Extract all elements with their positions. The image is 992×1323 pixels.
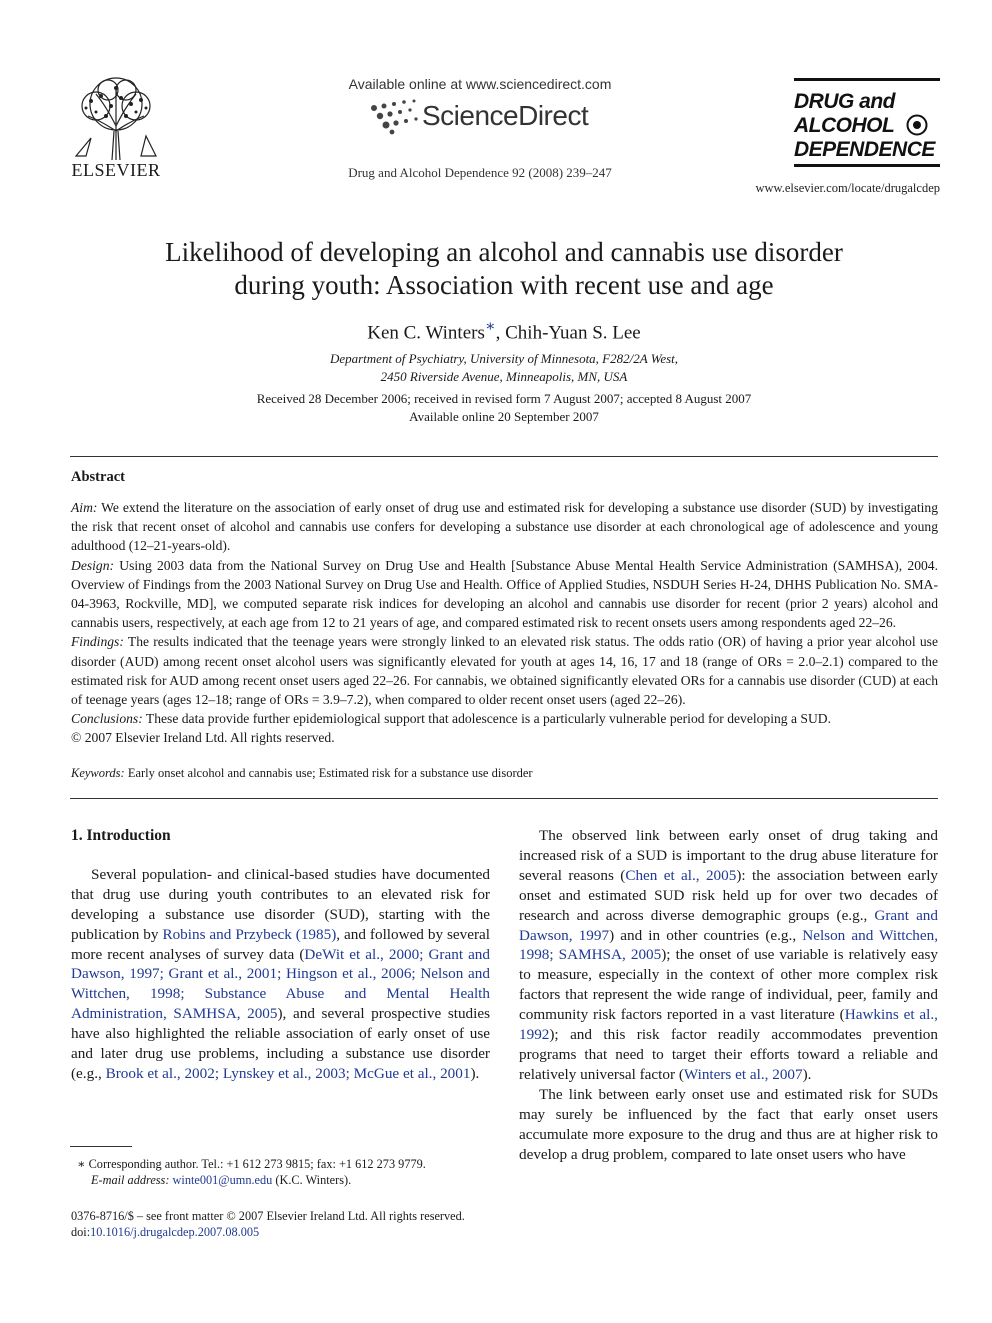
right-column <box>519 826 938 1164</box>
footnote-marker: ∗ <box>77 1157 86 1171</box>
sciencedirect-logo[interactable] <box>366 96 588 136</box>
journal-emblem-icon <box>904 114 930 136</box>
abstract-text: The results indicated that the teenage years were strongly linked to an elevated risk status. The odds ratio (OR) of having a prior year alcohol use disorder (AUD) among recent onset alcohol users was significantly elevated for youth at ages 14, 16, 17 and 18 (range of ORs = 2.0–2.1) compared to the estimated risk for AUD among recent onset users aged 22–26. For cannabis, we obtained significantly elevated ORs for a cannabis use disorder (CUD) at each of teenage years (ages 12–18; range of ORs = 3.9–7.2), when compared to older recent onset users (aged 22–26). <box>71 634 938 708</box>
history-line: Received 28 December 2006; received in revised form 7 August 2007; accepted 8 August 2007 <box>256 391 752 406</box>
abstract-label: Findings: <box>71 634 124 650</box>
journal-reference: Drug and Alcohol Dependence 92 (2008) 239–247 <box>348 165 612 180</box>
abstract-copyright: © 2007 Elsevier Ireland Ltd. All rights reserved. <box>71 730 335 746</box>
abstract-label: Design: <box>71 557 115 573</box>
journal-logo <box>794 78 940 170</box>
affiliation <box>200 350 808 386</box>
citation-link[interactable]: Hawkins et al., 1992 <box>519 1006 938 1044</box>
citation-link[interactable]: Nelson and Wittchen, 1998; SAMHSA, 2005 <box>519 926 938 964</box>
paragraph-text: The link between early onset use and estimated risk for SUDs may surely be influenced by the fact that early onset users accumulate more exposure to the drug and thus are at higher risk to develop a drug problem, compared to late onset users who have <box>519 1085 938 1163</box>
divider <box>70 798 938 799</box>
author-separator: , <box>495 322 506 344</box>
corresponding-author-marker[interactable]: ∗ <box>484 318 496 335</box>
abstract-text: We extend the literature on the association of early onset of drug use and estimated risk for developing a substance use disorder (SUD) by investigating the risk that recent onset of alcohol and cannabis use confers for developing a substance use disorder at each chronological age of adolescence and young adulthood (12–21-years-old). <box>71 500 938 554</box>
keywords-label: Keywords: <box>71 766 125 780</box>
article-history <box>150 390 858 426</box>
keywords <box>71 766 938 781</box>
citation-link[interactable]: Brook et al., 2002; Lynskey et al., 2003; McGue et al., 2001 <box>105 1064 471 1082</box>
abstract-label: Aim: <box>71 500 98 515</box>
footnote <box>71 1156 501 1188</box>
paragraph <box>519 826 938 1085</box>
paragraph <box>519 1085 938 1165</box>
paragraph <box>71 865 490 1084</box>
history-line: Available online 20 September 2007 <box>409 409 599 424</box>
affiliation-line: Department of Psychiatry, University of Minnesota, F282/2A West, <box>329 351 679 366</box>
journal-logo-line: DEPENDENCE <box>794 138 935 161</box>
author-name: Ken C. Winters <box>367 322 485 344</box>
abstract-text: These data provide further epidemiological support that adolescence is a particularly vulnerable period for developing a SUD. <box>142 711 832 727</box>
sciencedirect-wordmark: ScienceDirect <box>422 100 589 131</box>
divider <box>70 456 938 457</box>
abstract-aim <box>71 498 938 556</box>
citation-link[interactable]: Winters et al., 2007 <box>683 1065 803 1083</box>
affiliation-line: 2450 Riverside Avenue, Minneapolis, MN, USA <box>380 369 628 384</box>
paragraph-text: Several population- and clinical-based studies have documented that drug use during youth contributes to an elevated risk for developing a substance use disorder (SUD), starting with the publication by <box>71 865 490 943</box>
doi-label: doi: <box>71 1225 91 1239</box>
citation-link[interactable]: Grant and Dawson, 1997 <box>519 906 938 944</box>
paragraph-text: ). <box>470 1064 480 1082</box>
paragraph-text: The observed link between early onset of drug taking and increased risk of a SUD is important to the drug abuse literature for several reasons ( <box>519 827 938 884</box>
abstract-text: Using 2003 data from the National Survey on Drug Use and Health [Substance Abuse Mental Health Service Administration (SAMHSA), 2004. Overview of Findings from the 2003 National Survey on Drug Use and Health. Office of Applied Studies, NSDUH Series H-24, DHHS Publication No. SMA-04-3963, Rockville, MD], we computed separate risk indices for developing an alcohol and cannabis use disorder for recent (prior 2 years) alcohol and cannabis users, respectively, at each age from 12 to 21 years of age, and compared estimated risk to recent onsets users among respondents aged 22–26. <box>71 557 938 631</box>
paragraph-text: ). <box>802 1065 812 1083</box>
journal-logo-line: ALCOHOL <box>794 114 895 137</box>
citation-link[interactable]: DeWit et al., 2000; Grant and Dawson, 1997; Grant et al., 2001; Hingson et al., 2006; Nelson and Wittchen, 1998; Substance Abuse and Mental Health Administration, SAMHSA, 2005 <box>71 945 490 1023</box>
available-online-link[interactable]: Available online at www.sciencedirect.com <box>348 76 612 92</box>
doi-line <box>71 1224 531 1240</box>
email-label: E-mail address: <box>91 1173 170 1187</box>
keywords-text: Early onset alcohol and cannabis use; Estimated risk for a substance use disorder <box>124 766 533 780</box>
paragraph-text: , and followed by several more recent analyses of survey data ( <box>71 925 491 963</box>
publisher-name: ELSEVIER <box>71 160 161 180</box>
footnote-line <box>71 1172 501 1188</box>
article-title-line: Likelihood of developing an alcohol and cannabis use disorder <box>165 237 843 267</box>
abstract-design <box>71 556 938 633</box>
citation-link[interactable]: Chen et al., 2005 <box>625 866 737 884</box>
doi-link[interactable]: 10.1016/j.drugalcdep.2007.08.005 <box>90 1225 260 1239</box>
footnote-rule <box>70 1146 132 1147</box>
section-heading: 1. Introduction <box>71 827 171 844</box>
journal-logo-line: DRUG and <box>794 90 895 113</box>
abstract-conclusions <box>71 709 938 728</box>
author-name: Chih-Yuan S. Lee <box>505 322 641 344</box>
footnote-text: Corresponding author. Tel.: +1 612 273 9815; fax: +1 612 273 9779. <box>85 1157 426 1171</box>
article-title-line: during youth: Association with recent use and age <box>234 270 774 300</box>
journal-url-link[interactable]: www.elsevier.com/locate/drugalcdep <box>755 181 940 195</box>
paragraph-text: ); the onset of use variable is relatively easy to measure, especially in the context of other more complex risk factors that represent the wide range of individual, peer, family and community risk factors reported in a vast literature ( <box>519 946 939 1024</box>
email-link[interactable]: winte001@umn.edu <box>172 1173 273 1187</box>
sciencedirect-dots-icon <box>366 96 422 136</box>
footnote-line <box>71 1156 501 1172</box>
front-matter <box>71 1208 531 1240</box>
left-column <box>71 826 490 1084</box>
abstract-heading: Abstract <box>71 469 125 485</box>
paragraph-text: ), and several prospective studies have also highlighted the reliable association of early onset of use and later drug use problems, including a substance use disorder (e.g., <box>71 1005 491 1082</box>
abstract-body <box>71 498 938 748</box>
email-suffix: (K.C. Winters). <box>272 1173 352 1187</box>
article-title <box>100 236 908 302</box>
paragraph-text: ) and in other countries (e.g., <box>609 926 803 944</box>
author-list <box>200 316 808 344</box>
abstract-findings <box>71 632 938 709</box>
issn-line: 0376-8716/$ – see front matter © 2007 Elsevier Ireland Ltd. All rights reserved. <box>71 1209 465 1223</box>
paragraph-text: ): the association between early onset and estimated SUD risk held up for over two decades of research and across diverse demographic groups (e.g., <box>519 866 939 924</box>
paragraph-text: ); and this risk factor readily accommodates prevention programs that need to target their efforts toward a reliable and relatively universal factor ( <box>519 1026 938 1083</box>
abstract-label: Conclusions: <box>71 711 143 727</box>
citation-link[interactable]: Robins and Przybeck (1985) <box>162 925 337 943</box>
